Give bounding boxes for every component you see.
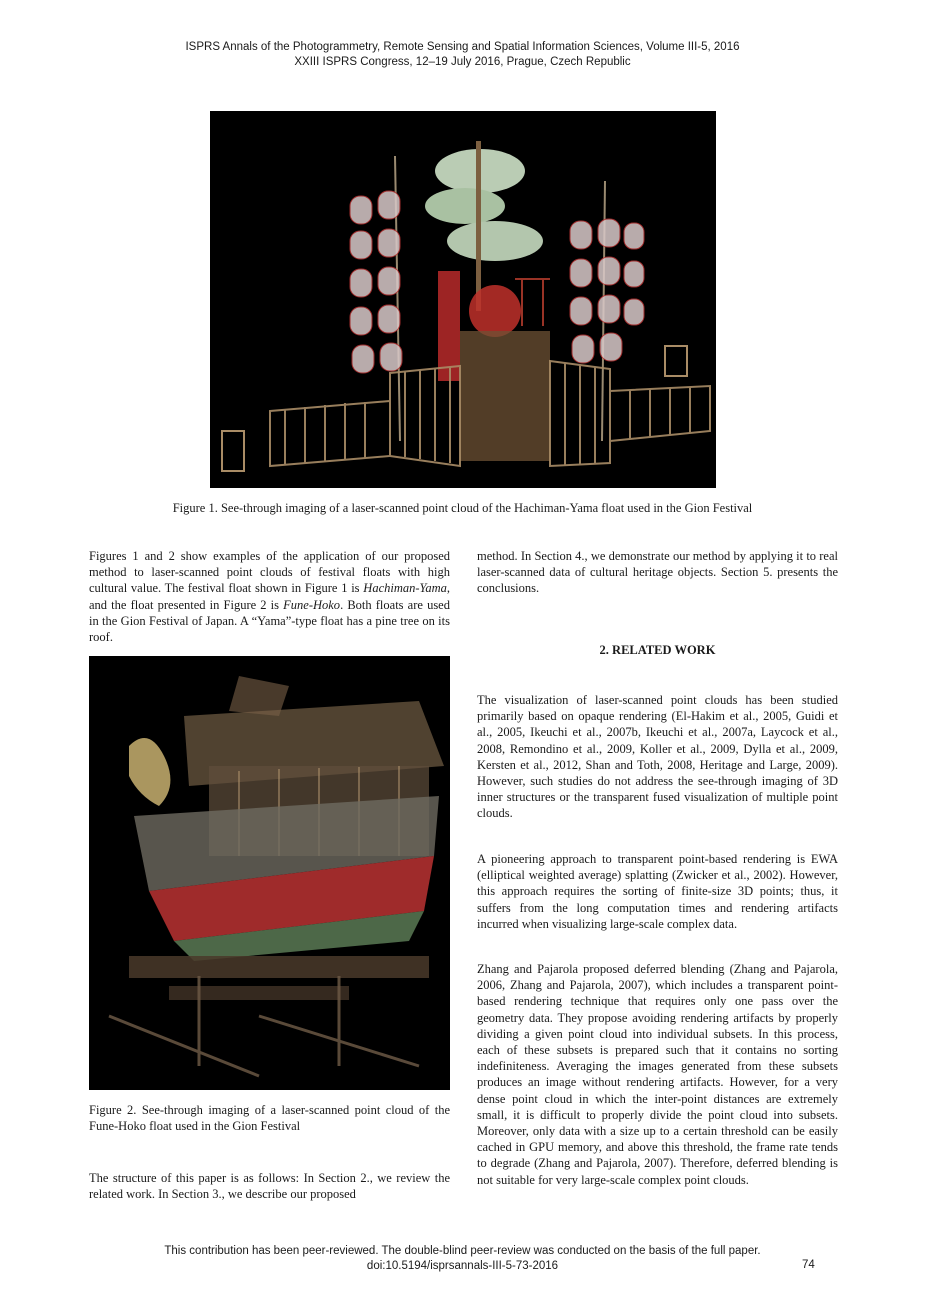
figure-1-caption: Figure 1. See-through imaging of a laser-scanned point cloud of the Hachiman-Yama float used in the Gion Festival [172, 501, 753, 515]
float-name-hachiman: Hachiman-Yama [363, 581, 447, 596]
section-heading-related-work: 2. RELATED WORK [599, 643, 716, 657]
related-work-paragraph-1 [477, 692, 838, 822]
header-journal-line: ISPRS Annals of the Photogrammetry, Remote Sensing and Spatial Information Sciences, Volume III-5, 2016 [185, 41, 740, 53]
figure-1-image [210, 111, 716, 488]
footer-peer-review-note: This contribution has been peer-reviewed. The double-blind peer-review was conducted on the basis of the full paper. [164, 1245, 761, 1257]
intro-text-c: . Both floats are used in the Gion Festival of Japan. A “Yama”-type float has a pine tree on its roof. [89, 597, 450, 645]
ewa-splatting-paragraph: A pioneering approach to transparent point-based rendering is EWA (elliptical weighted average) splatting (Zwicker et al., 2002). However, this approach requires the sorting of finite-size 3D points; thus, it suffers from the long computation times and rendering artifacts incurred when visualizing large-scale complex data. [477, 852, 838, 931]
intro-text-b: , and the float presented in Figure 2 is [89, 581, 450, 612]
deferred-blending-paragraph: Zhang and Pajarola proposed deferred blending (Zhang and Pajarola, 2006, Zhang and Pajarola, 2007), which includes a transparent point-based rendering technique that requires only one pass over the geometry data. They propose avoiding rendering artifacts by properly dividing a given point cloud into individual subsets. In this process, each of these subsets is prepared such that it contains no sorting indefiniteness. Averaging the images generated from these subsets produces an image without rendering artifacts. However, for a very dense point cloud in which the inter-point distances are extremely small, it is difficult to properly divide the point cloud into subsets. Moreover, only data with a size up to a certain threshold can be easily cached in GPU memory, and above this threshold, the frame rate tends to degrade (Zhang and Pajarola, 2007). Therefore, deferred blending is not suitable for very large-scale complex point clouds. [477, 962, 838, 1187]
right-column-top [477, 548, 838, 597]
opaque-rendering-paragraph: The visualization of laser-scanned point clouds has been studied primarily based on opaque rendering (El-Hakim et al., 2005, Guidi et al., 2005, Ikeuchi et al., 2007b, Ikeuchi et al., 2007a, Laycock et al., 2008, Remondino et al., 2009, Koller et al., 2009, Dylla et al., 2009, Kersten et al., 2012, Shan and Toth, 2008, Heritage and Large, 2009). However, such studies do not address the see-through imaging of 3D inner structures or the transparent fused visualization of multiple point clouds. [477, 693, 838, 821]
intro-paragraph [89, 548, 450, 645]
footer-doi: doi:10.5194/isprsannals-III-5-73-2016 [366, 1260, 559, 1272]
intro-text-a: Figures 1 and 2 show examples of the application of our proposed method to laser-scanned point clouds of festival floats with high cultural value. The festival float shown in Figure 1 is [89, 549, 450, 596]
running-header [0, 40, 925, 70]
footer [0, 1244, 925, 1274]
figure-2-image [89, 656, 450, 1090]
figure-2-caption: Figure 2. See-through imaging of a laser-scanned point cloud of the Fune-Hoko float used in the Gion Festival [89, 1103, 450, 1134]
header-congress-line: XXIII ISPRS Congress, 12–19 July 2016, Prague, Czech Republic [294, 56, 631, 68]
method-overview-paragraph: method. In Section 4., we demonstrate our method by applying it to real laser-scanned data of cultural heritage objects. Section 5. presents the conclusions. [477, 549, 838, 596]
structure-paragraph: The structure of this paper is as follows: In Section 2., we review the related work. In Section 3., we describe our proposed [89, 1171, 450, 1202]
left-column-intro [89, 548, 450, 645]
left-column-structure [89, 1170, 450, 1202]
float-name-fune: Fune-Hoko [283, 597, 341, 612]
page-number: 74 [802, 1259, 815, 1271]
related-work-paragraph-2 [477, 851, 838, 932]
related-work-paragraph-3 [477, 961, 838, 1188]
